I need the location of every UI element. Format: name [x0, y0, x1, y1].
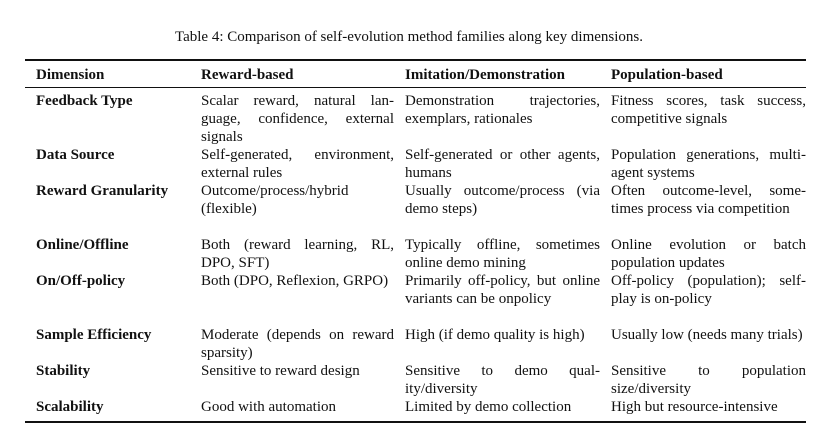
imitation-cell: Limited by demo collection [405, 399, 572, 415]
population-cell: Sensitive to population size/diversity [611, 363, 806, 397]
imitation-cell: Sensitive to demo quality/diversity [405, 363, 600, 397]
column-header: Population-based [611, 67, 723, 83]
imitation-cell: Self-generated or other agents, humans [405, 147, 600, 181]
reward-cell: Self-generated, environment, external rules [201, 147, 394, 181]
table-row [25, 362, 806, 398]
dimension-cell: Stability [36, 363, 91, 379]
table-row [25, 272, 806, 326]
reward-cell: Sensitive to reward design [201, 363, 360, 379]
reward-cell: Outcome/process/hybrid (flexible) [201, 183, 349, 217]
population-cell: Fitness scores, task success, competitive signals [611, 93, 806, 127]
table-row [25, 146, 806, 182]
dimension-cell: Reward Granularity [36, 183, 169, 199]
bottom-rule [25, 421, 806, 423]
dimension-cell: Feedback Type [36, 93, 133, 109]
imitation-cell: Primarily off-policy, but online variants can be onpolicy [405, 273, 600, 307]
table-row [25, 89, 806, 146]
column-header: Dimension [36, 67, 105, 83]
header-row [25, 61, 806, 89]
column-header: Reward-based [201, 67, 294, 83]
imitation-cell: Typically offline, sometimes online demo mining [405, 237, 600, 271]
population-cell: Population generations, multi-agent systems [611, 147, 806, 181]
dimension-cell: Sample Efficiency [36, 327, 152, 343]
population-cell: Usually low (needs many trials) [611, 327, 803, 343]
dimension-cell: Data Source [36, 147, 115, 163]
imitation-cell: Demonstration trajectories, exemplars, rationales [405, 93, 600, 127]
imitation-cell: Usually outcome/process (via demo steps) [405, 183, 600, 217]
imitation-cell: High (if demo quality is high) [405, 327, 585, 343]
population-cell: Often outcome-level, sometimes process via competition [611, 183, 806, 217]
reward-cell: Moderate (depends on reward sparsity) [201, 327, 394, 361]
column-header: Imitation/Demonstration [405, 67, 565, 83]
reward-cell: Good with automation [201, 399, 336, 415]
table-row [25, 182, 806, 236]
dimension-cell: On/Off-policy [36, 273, 126, 289]
table-row [25, 326, 806, 362]
table-caption: Table 4: Comparison of self-evolution method families along key dimensions. [174, 29, 644, 45]
population-cell: Online evolution or batch population updates [611, 237, 806, 271]
reward-cell: Both (DPO, Reflexion, GRPO) [201, 273, 389, 289]
table-row [25, 398, 806, 416]
population-cell: Off-policy (population); self-play is on-policy [611, 273, 806, 307]
reward-cell: Scalar reward, natural language, confidence, external signals [201, 93, 394, 145]
dimension-cell: Scalability [36, 399, 104, 415]
dimension-cell: Online/Offline [36, 237, 129, 253]
reward-cell: Both (reward learning, RL, DPO, SFT) [201, 237, 394, 271]
table-row [25, 236, 806, 272]
comparison-table [25, 61, 806, 416]
population-cell: High but resource-intensive [611, 399, 778, 415]
